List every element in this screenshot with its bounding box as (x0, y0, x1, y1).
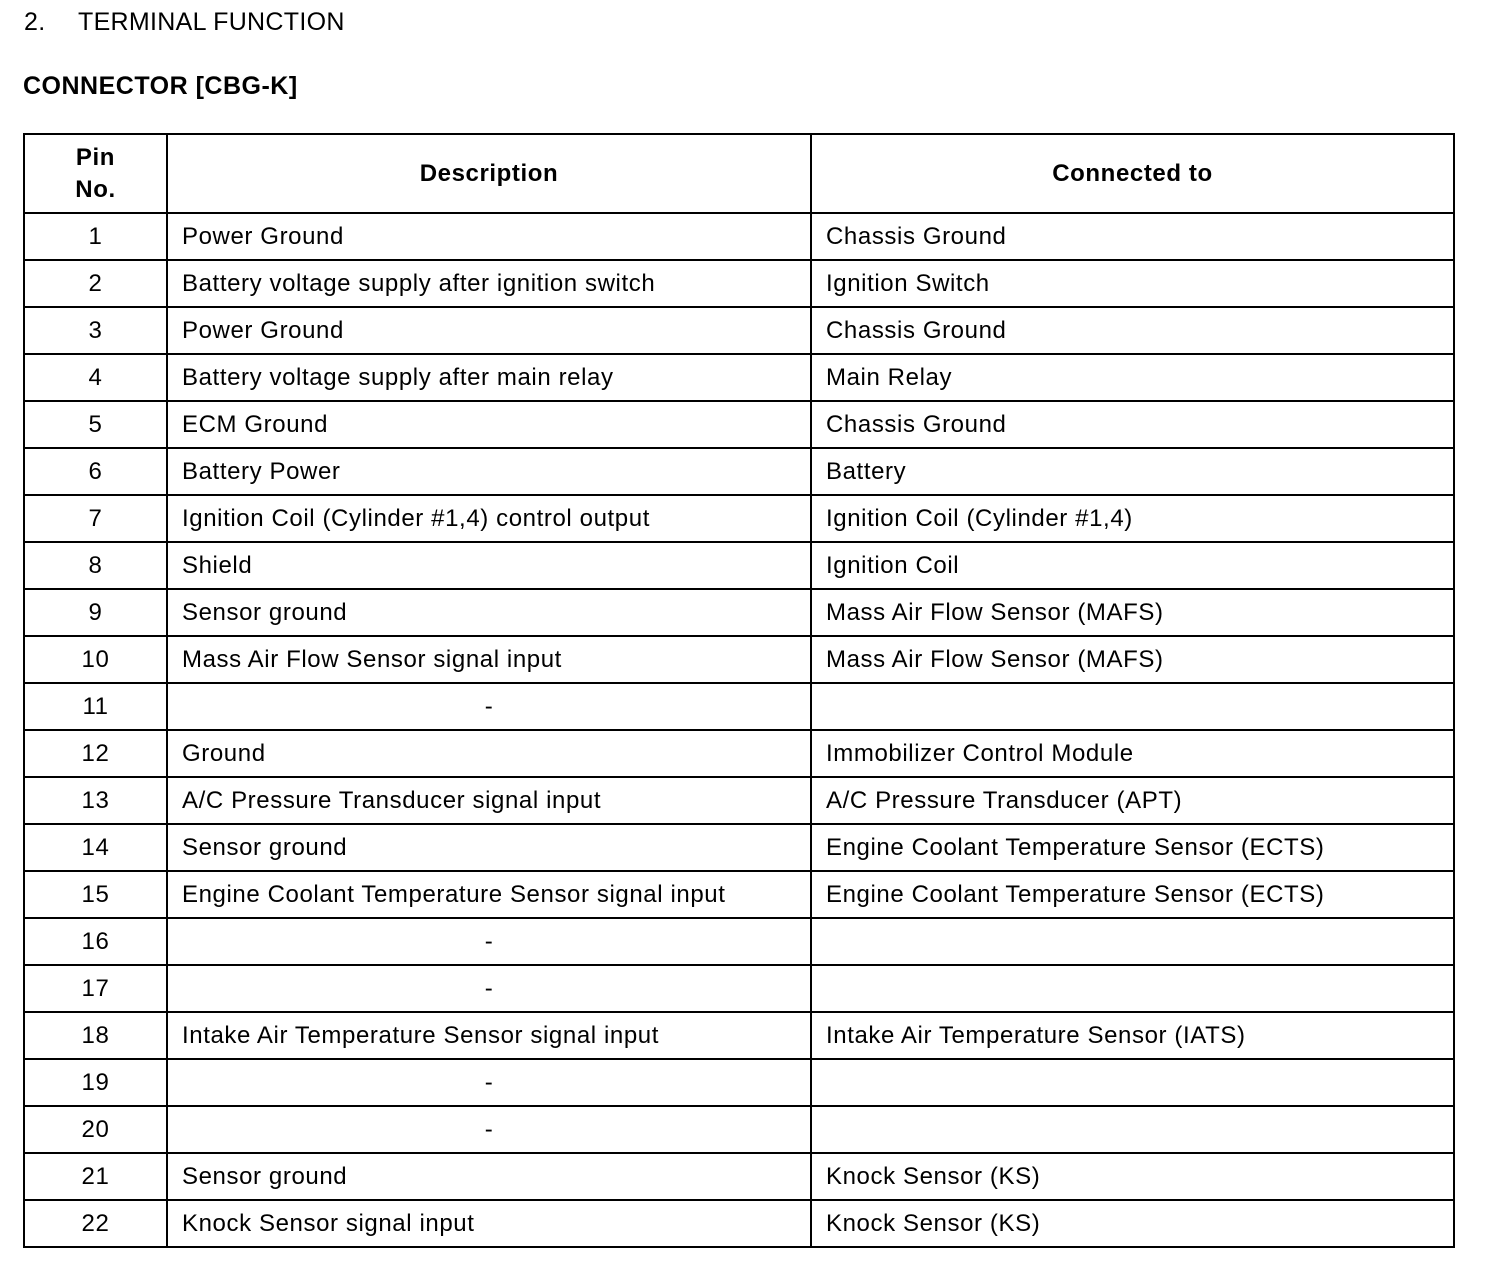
header-connected-to: Connected to (811, 134, 1454, 213)
pin-cell: 16 (24, 918, 167, 965)
terminal-function-table (23, 133, 1455, 1248)
pin-cell: 9 (24, 589, 167, 636)
pin-cell: 1 (24, 213, 167, 260)
pin-cell: 19 (24, 1059, 167, 1106)
description-cell: Mass Air Flow Sensor signal input (167, 636, 811, 683)
pin-cell: 6 (24, 448, 167, 495)
table-row (24, 448, 1454, 495)
description-cell: - (167, 965, 811, 1012)
description-cell: A/C Pressure Transducer signal input (167, 777, 811, 824)
connected-to-cell: Knock Sensor (KS) (811, 1153, 1454, 1200)
table-row (24, 683, 1454, 730)
table-row (24, 1106, 1454, 1153)
description-cell: - (167, 1059, 811, 1106)
description-cell: Sensor ground (167, 589, 811, 636)
pin-cell: 10 (24, 636, 167, 683)
pin-cell: 18 (24, 1012, 167, 1059)
description-cell: Intake Air Temperature Sensor signal input (167, 1012, 811, 1059)
description-cell: - (167, 1106, 811, 1153)
pin-cell: 11 (24, 683, 167, 730)
pin-cell: 20 (24, 1106, 167, 1153)
connected-to-cell (811, 918, 1454, 965)
table-row (24, 307, 1454, 354)
table-row (24, 589, 1454, 636)
connected-to-cell (811, 1059, 1454, 1106)
pin-cell: 7 (24, 495, 167, 542)
pin-cell: 3 (24, 307, 167, 354)
pin-cell: 12 (24, 730, 167, 777)
pin-cell: 14 (24, 824, 167, 871)
pin-cell: 13 (24, 777, 167, 824)
connected-to-cell: Battery (811, 448, 1454, 495)
connected-to-cell: Intake Air Temperature Sensor (IATS) (811, 1012, 1454, 1059)
table-row (24, 918, 1454, 965)
connected-to-cell: Main Relay (811, 354, 1454, 401)
pin-cell: 17 (24, 965, 167, 1012)
header-pin-no (24, 134, 167, 213)
connected-to-cell: Engine Coolant Temperature Sensor (ECTS) (811, 824, 1454, 871)
table-row (24, 824, 1454, 871)
connected-to-cell: A/C Pressure Transducer (APT) (811, 777, 1454, 824)
section-title: TERMINAL FUNCTION (78, 8, 345, 36)
table-row (24, 636, 1454, 683)
description-cell: Battery voltage supply after main relay (167, 354, 811, 401)
description-cell: - (167, 683, 811, 730)
pin-cell: 4 (24, 354, 167, 401)
description-cell: ECM Ground (167, 401, 811, 448)
table-body (24, 213, 1454, 1247)
connected-to-cell: Immobilizer Control Module (811, 730, 1454, 777)
description-cell: Sensor ground (167, 1153, 811, 1200)
description-cell: Power Ground (167, 213, 811, 260)
table-row (24, 260, 1454, 307)
connected-to-cell (811, 1106, 1454, 1153)
table-row (24, 213, 1454, 260)
connected-to-cell (811, 965, 1454, 1012)
section-heading (24, 8, 345, 37)
connector-title: CONNECTOR [CBG-K] (23, 72, 298, 100)
connected-to-cell: Mass Air Flow Sensor (MAFS) (811, 636, 1454, 683)
pin-cell: 5 (24, 401, 167, 448)
table-row (24, 1153, 1454, 1200)
description-cell: Knock Sensor signal input (167, 1200, 811, 1247)
table-row (24, 495, 1454, 542)
description-cell: Power Ground (167, 307, 811, 354)
description-cell: Sensor ground (167, 824, 811, 871)
table-row (24, 730, 1454, 777)
connected-to-cell: Chassis Ground (811, 401, 1454, 448)
pin-cell: 8 (24, 542, 167, 589)
description-cell: Engine Coolant Temperature Sensor signal input (167, 871, 811, 918)
connected-to-cell: Chassis Ground (811, 213, 1454, 260)
connected-to-cell: Ignition Coil (811, 542, 1454, 589)
pin-cell: 21 (24, 1153, 167, 1200)
connected-to-cell: Knock Sensor (KS) (811, 1200, 1454, 1247)
description-cell: Battery voltage supply after ignition switch (167, 260, 811, 307)
description-cell: Shield (167, 542, 811, 589)
table-row (24, 401, 1454, 448)
pin-cell: 2 (24, 260, 167, 307)
header-pin-label: Pin No. (75, 143, 116, 203)
table-row (24, 777, 1454, 824)
connected-to-cell: Engine Coolant Temperature Sensor (ECTS) (811, 871, 1454, 918)
connected-to-cell: Ignition Coil (Cylinder #1,4) (811, 495, 1454, 542)
pin-cell: 15 (24, 871, 167, 918)
connected-to-cell: Mass Air Flow Sensor (MAFS) (811, 589, 1454, 636)
pin-cell: 22 (24, 1200, 167, 1247)
table-row (24, 1059, 1454, 1106)
description-cell: Ground (167, 730, 811, 777)
connected-to-cell (811, 683, 1454, 730)
connected-to-cell: Ignition Switch (811, 260, 1454, 307)
table-row (24, 965, 1454, 1012)
description-cell: - (167, 918, 811, 965)
section-number: 2. (24, 8, 46, 36)
table-row (24, 1200, 1454, 1247)
table-row (24, 871, 1454, 918)
header-description: Description (167, 134, 811, 213)
table-row (24, 542, 1454, 589)
connected-to-cell: Chassis Ground (811, 307, 1454, 354)
table-row (24, 1012, 1454, 1059)
description-cell: Battery Power (167, 448, 811, 495)
description-cell: Ignition Coil (Cylinder #1,4) control output (167, 495, 811, 542)
table-header-row (24, 134, 1454, 213)
table-row (24, 354, 1454, 401)
